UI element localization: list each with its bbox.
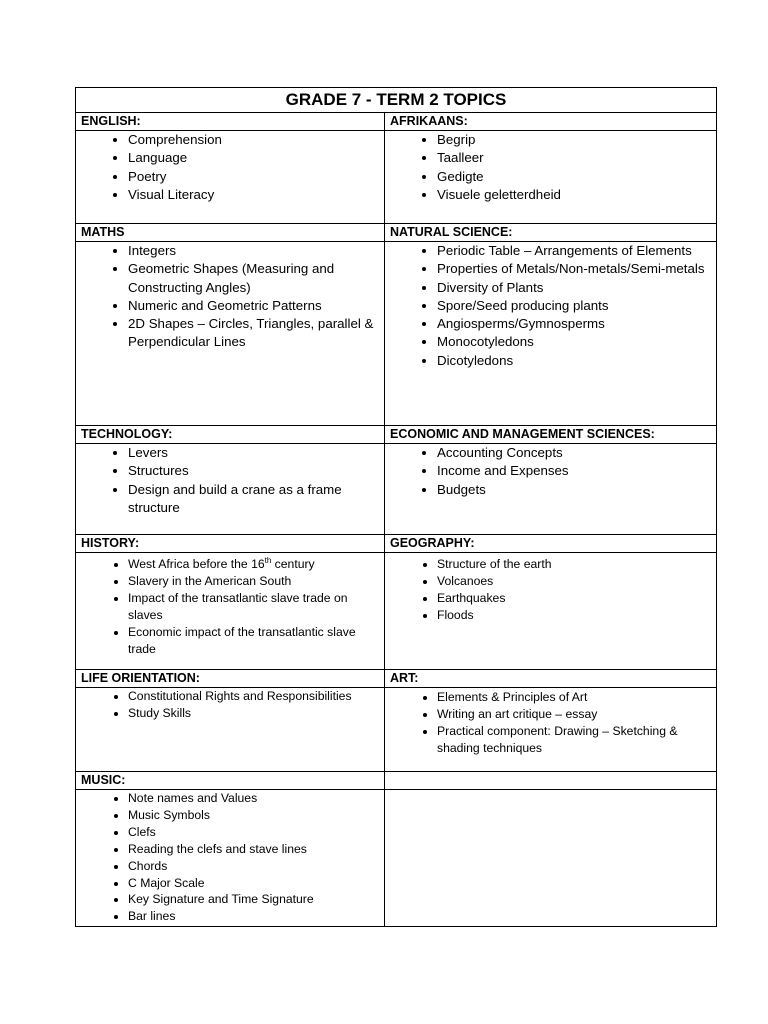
list-item: • Economic impact of the transatlantic slave trade — [128, 624, 378, 658]
art-heading: ART: — [385, 670, 717, 688]
technology-topics — [76, 444, 385, 535]
list-item: • Structures — [128, 462, 378, 480]
technology-heading: TECHNOLOGY: — [76, 426, 385, 444]
maths-list — [76, 242, 384, 352]
geography-heading: GEOGRAPHY: — [385, 535, 717, 553]
list-item: • Constitutional Rights and Responsibilities — [128, 688, 378, 705]
list-item: • 2D Shapes – Circles, Triangles, parallel & Perpendicular Lines — [128, 315, 378, 352]
afrikaans-heading: AFRIKAANS: — [385, 113, 717, 131]
list-item: • Periodic Table – Arrangements of Elements — [437, 242, 710, 260]
geography-topics — [385, 553, 717, 670]
music-list — [76, 790, 384, 925]
ems-list — [385, 444, 716, 499]
list-item: • Budgets — [437, 481, 710, 499]
life-orientation-topics — [76, 688, 385, 772]
natural-science-heading: NATURAL SCIENCE: — [385, 224, 717, 242]
list-item: • Levers — [128, 444, 378, 462]
list-item: • Numeric and Geometric Patterns — [128, 297, 378, 315]
list-item: • Monocotyledons — [437, 333, 710, 351]
list-item: • Properties of Metals/Non-metals/Semi-metals — [437, 260, 710, 278]
history-topics — [76, 553, 385, 670]
list-item: • C Major Scale — [128, 875, 378, 892]
ems-topics — [385, 444, 717, 535]
geography-list — [385, 556, 716, 624]
list-item: • Integers — [128, 242, 378, 260]
list-item: • Accounting Concepts — [437, 444, 710, 462]
list-item: • Elements & Principles of Art — [437, 689, 710, 706]
technology-list — [76, 444, 384, 517]
list-item: • Dicotyledons — [437, 352, 710, 370]
list-item: • Gedigte — [437, 168, 710, 186]
list-item: • Writing an art critique – essay — [437, 706, 710, 723]
life-orientation-heading: LIFE ORIENTATION: — [76, 670, 385, 688]
list-item: • Reading the clefs and stave lines — [128, 841, 378, 858]
list-item: • Structure of the earth — [437, 556, 710, 573]
english-topics — [76, 131, 385, 224]
history-heading: HISTORY: — [76, 535, 385, 553]
list-item: • Visuele geletterdheid — [437, 186, 710, 204]
page-title: GRADE 7 - TERM 2 TOPICS — [76, 88, 717, 113]
list-item: • Bar lines — [128, 908, 378, 925]
list-item: • Geometric Shapes (Measuring and Constructing Angles) — [128, 260, 378, 297]
list-item: • Impact of the transatlantic slave trade on slaves — [128, 590, 378, 624]
life-orientation-list — [76, 688, 384, 722]
english-heading: ENGLISH: — [76, 113, 385, 131]
empty-heading-cell — [385, 772, 717, 790]
maths-topics — [76, 242, 385, 426]
list-item: • Chords — [128, 858, 378, 875]
art-topics — [385, 688, 717, 772]
list-item: • Practical component: Drawing – Sketching & shading techniques — [437, 723, 710, 757]
list-item: • Diversity of Plants — [437, 279, 710, 297]
list-item: • Note names and Values — [128, 790, 378, 807]
list-item: • Slavery in the American South — [128, 573, 378, 590]
english-list — [76, 131, 384, 204]
list-item: • Design and build a crane as a frame structure — [128, 481, 378, 518]
list-item: • Visual Literacy — [128, 186, 378, 204]
list-item: • Language — [128, 149, 378, 167]
list-item: • Key Signature and Time Signature — [128, 891, 378, 908]
list-item: • Clefs — [128, 824, 378, 841]
list-item: • Music Symbols — [128, 807, 378, 824]
natural-science-list — [385, 242, 716, 370]
list-item: • Begrip — [437, 131, 710, 149]
list-item: • Volcanoes — [437, 573, 710, 590]
list-item: • Spore/Seed producing plants — [437, 297, 710, 315]
list-item: • Study Skills — [128, 705, 378, 722]
maths-heading: MATHS — [76, 224, 385, 242]
list-item: • Income and Expenses — [437, 462, 710, 480]
list-item: • Taalleer — [437, 149, 710, 167]
afrikaans-topics — [385, 131, 717, 224]
list-item: • Angiosperms/Gymnosperms — [437, 315, 710, 333]
afrikaans-list — [385, 131, 716, 204]
list-item: • Floods — [437, 607, 710, 624]
history-list — [76, 556, 384, 657]
art-list — [385, 689, 716, 757]
list-item: • Comprehension — [128, 131, 378, 149]
list-item: • Earthquakes — [437, 590, 710, 607]
list-item: • West Africa before the 16th century — [128, 556, 378, 573]
list-item: • Poetry — [128, 168, 378, 186]
music-topics — [76, 790, 385, 927]
empty-cell — [385, 790, 717, 927]
music-heading: MUSIC: — [76, 772, 385, 790]
topics-table — [75, 87, 717, 927]
ems-heading: ECONOMIC AND MANAGEMENT SCIENCES: — [385, 426, 717, 444]
natural-science-topics — [385, 242, 717, 426]
